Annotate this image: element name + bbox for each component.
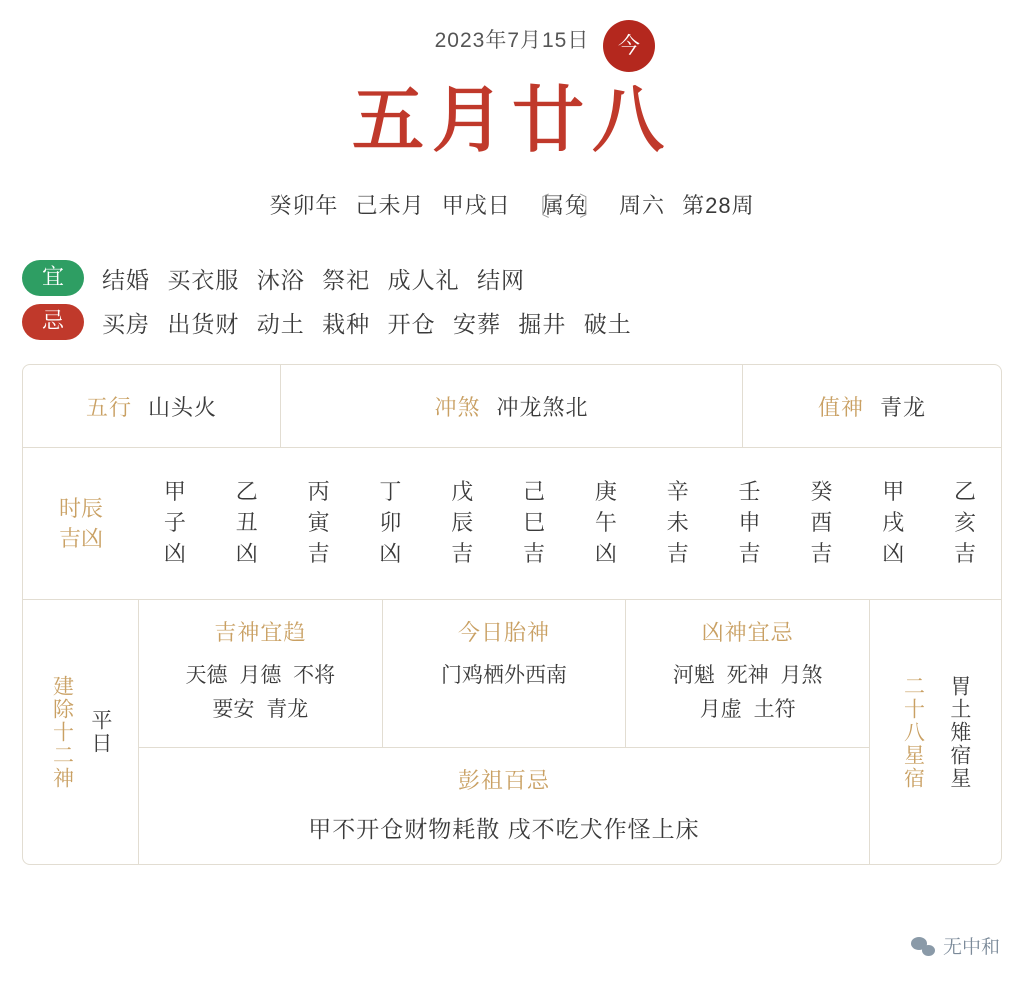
wuxing-label: 五行 — [85, 394, 132, 420]
hour-stem: 乙 — [235, 479, 258, 505]
ji-item: 出货财 — [167, 310, 240, 337]
hour-luck: 凶 — [882, 541, 905, 567]
chongsha-value: 冲龙煞北 — [496, 394, 589, 420]
yi-item: 沐浴 — [256, 266, 305, 293]
twentyeight-value: 胃土雉宿星 — [947, 674, 971, 790]
chongsha-label: 冲煞 — [434, 394, 481, 420]
hour-stem: 戊 — [451, 479, 474, 505]
pengzu-cell — [139, 748, 869, 864]
week-index-label: 第28周 — [682, 193, 755, 219]
ji-item: 掘井 — [518, 310, 567, 337]
lunar-date-title: 五月廿八 — [351, 77, 672, 162]
yi-item: 买衣服 — [167, 266, 240, 293]
twelve-shen-value: 平日 — [88, 709, 112, 756]
hour-branch: 子 — [163, 510, 186, 536]
table-row-summary — [23, 365, 1001, 448]
hour-stem: 壬 — [738, 479, 761, 505]
hour-luck: 吉 — [810, 541, 833, 567]
hour-branch: 午 — [594, 510, 617, 536]
yi-badge: 宜 — [22, 260, 84, 296]
yi-item: 成人礼 — [387, 266, 460, 293]
good-god-item: 青龙 — [266, 697, 309, 721]
hour-cell — [498, 477, 570, 569]
yi-item: 结网 — [476, 266, 525, 293]
hour-stem: 甲 — [882, 479, 905, 505]
hour-cell — [570, 477, 642, 569]
yi-item: 祭祀 — [322, 266, 371, 293]
table-row-hours — [23, 448, 1001, 600]
yi-item: 结婚 — [102, 266, 150, 293]
hour-cell — [211, 477, 283, 569]
hour-luck: 吉 — [307, 541, 330, 567]
hour-branch: 亥 — [954, 510, 977, 536]
hour-cell — [929, 477, 1001, 569]
hours-label-line2: 吉凶 — [58, 525, 103, 551]
bad-gods-items — [636, 659, 859, 726]
yi-items — [102, 262, 535, 295]
wuxing-cell — [23, 365, 281, 447]
good-gods-title: 吉神宜趋 — [214, 620, 307, 646]
hour-stem: 丁 — [379, 479, 402, 505]
hour-luck: 凶 — [594, 541, 617, 567]
hour-branch: 卯 — [379, 510, 402, 536]
hour-cell — [426, 477, 498, 569]
hour-stem: 甲 — [163, 479, 186, 505]
ji-item: 开仓 — [387, 310, 436, 337]
almanac-table — [22, 364, 1002, 865]
bad-god-item: 河魁 — [672, 664, 715, 688]
zhishen-value: 青龙 — [880, 394, 927, 420]
wuxing-value: 山头火 — [148, 394, 218, 420]
hour-stem: 辛 — [666, 479, 689, 505]
ji-items — [102, 306, 642, 339]
hour-cell — [785, 477, 857, 569]
hour-branch: 辰 — [451, 510, 474, 536]
zhishen-cell — [743, 365, 1001, 447]
details-top-row — [139, 600, 869, 748]
twentyeight-label: 二十八星宿 — [901, 674, 925, 790]
hour-luck: 吉 — [451, 541, 474, 567]
twelve-shen-label: 建除十二神 — [50, 674, 74, 790]
good-god-item: 天德 — [185, 664, 228, 688]
hour-cell — [283, 477, 355, 569]
hour-stem: 丙 — [307, 479, 330, 505]
ganzhi-line — [0, 189, 1024, 220]
ji-item: 破土 — [583, 310, 632, 337]
bad-god-item: 土符 — [753, 697, 796, 721]
yi-ji-section — [22, 260, 1024, 340]
twelve-shen-cell — [23, 600, 139, 864]
hours-list — [139, 448, 1001, 599]
hour-branch: 未 — [666, 510, 689, 536]
zhishen-label: 值神 — [817, 394, 864, 420]
ganzhi-month: 己未月 — [355, 193, 425, 219]
hour-stem: 庚 — [594, 479, 617, 505]
ji-item: 安葬 — [452, 310, 501, 337]
bad-god-item: 死神 — [726, 664, 769, 688]
hour-luck: 吉 — [523, 541, 546, 567]
watermark — [911, 932, 1000, 959]
watermark-text: 无中和 — [942, 937, 1000, 958]
zodiac-label: 〔 属兔 〕 — [528, 189, 602, 220]
hour-cell — [354, 477, 426, 569]
hour-branch: 寅 — [307, 510, 330, 536]
hour-luck: 凶 — [235, 541, 258, 567]
hour-branch: 酉 — [810, 510, 833, 536]
yi-row — [22, 260, 1024, 296]
bad-god-item: 月虚 — [699, 697, 742, 721]
hour-luck: 吉 — [954, 541, 977, 567]
hour-luck: 吉 — [666, 541, 689, 567]
hour-cell — [139, 477, 211, 569]
bad-god-item: 月煞 — [780, 664, 823, 688]
hour-branch: 巳 — [523, 510, 546, 536]
bad-gods-title: 凶神宜忌 — [701, 620, 794, 646]
good-god-item: 不将 — [293, 664, 336, 688]
table-row-details — [23, 600, 1001, 864]
ganzhi-day: 甲戌日 — [441, 193, 511, 219]
ji-item: 买房 — [102, 310, 150, 337]
twentyeight-cell — [869, 600, 1001, 864]
header — [0, 0, 1024, 220]
ji-badge: 忌 — [22, 304, 84, 340]
hour-branch: 申 — [738, 510, 761, 536]
ganzhi-year: 癸卯年 — [269, 193, 339, 219]
fetal-god-title: 今日胎神 — [458, 620, 551, 646]
hour-luck: 吉 — [738, 541, 761, 567]
good-god-item: 要安 — [212, 697, 255, 721]
hour-branch: 丑 — [235, 510, 258, 536]
ji-row — [22, 304, 1024, 340]
hour-luck: 凶 — [379, 541, 402, 567]
ji-item: 栽种 — [322, 310, 371, 337]
pengzu-text: 甲不开仓财物耗散 戌不吃犬作怪上床 — [308, 816, 700, 843]
hours-label — [23, 448, 139, 599]
hour-stem: 乙 — [954, 479, 977, 505]
details-middle — [139, 600, 869, 864]
hour-cell — [642, 477, 714, 569]
hour-cell — [714, 477, 786, 569]
chongsha-cell — [281, 365, 743, 447]
hour-branch: 戌 — [882, 510, 905, 536]
hour-stem: 己 — [523, 479, 546, 505]
hour-cell — [857, 477, 929, 569]
gregorian-date: 2023年7月15日 — [434, 29, 590, 52]
fetal-god-value: 门鸡栖外西南 — [441, 664, 567, 688]
ji-item: 动土 — [256, 310, 305, 337]
good-gods-items — [149, 659, 372, 726]
weekday-label: 周六 — [618, 193, 665, 219]
hours-label-line1: 时辰 — [58, 496, 103, 521]
fetal-god-cell — [383, 600, 627, 747]
hour-stem: 癸 — [810, 479, 833, 505]
bad-gods-cell — [626, 600, 869, 747]
wechat-icon — [911, 936, 935, 956]
good-gods-cell — [139, 600, 383, 747]
today-button[interactable]: 今 — [603, 20, 655, 72]
pengzu-title: 彭祖百忌 — [457, 768, 550, 794]
good-god-item: 月德 — [239, 664, 282, 688]
hour-luck: 凶 — [163, 541, 186, 567]
